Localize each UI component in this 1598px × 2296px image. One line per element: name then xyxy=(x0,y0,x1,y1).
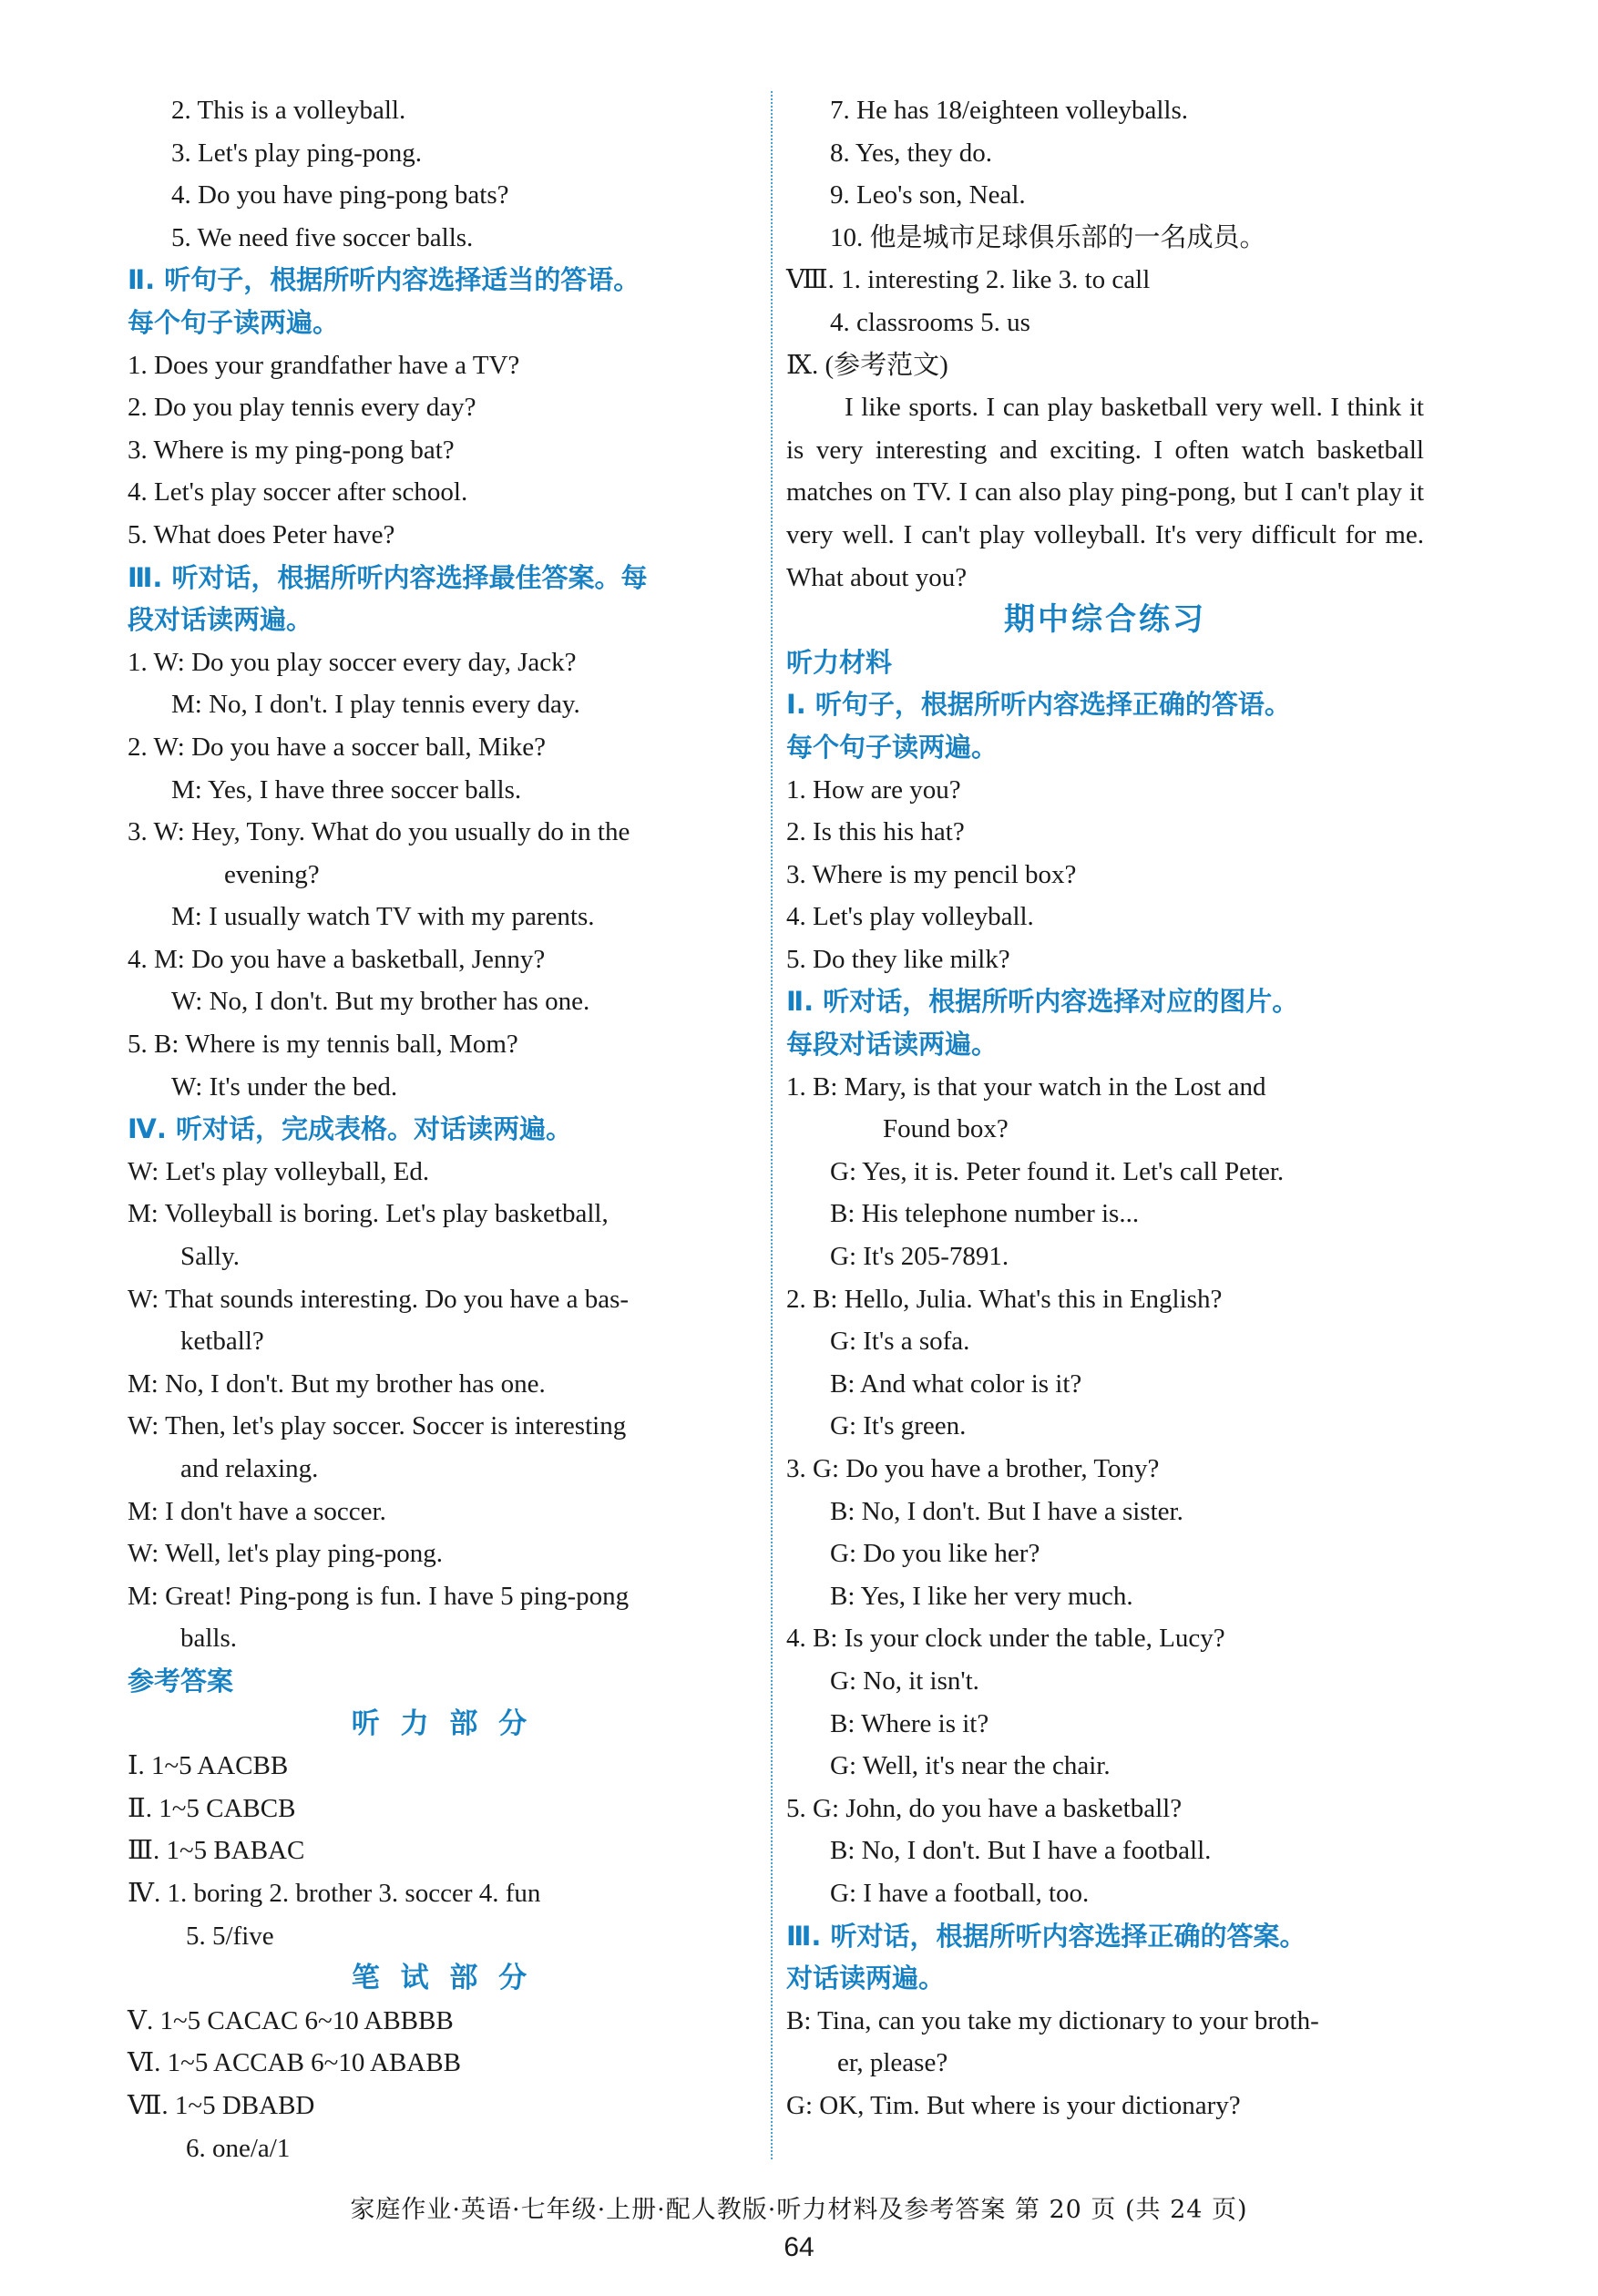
dialogue-line: B: Yes, I like her very much. xyxy=(830,1581,1133,1611)
answer-line: Ⅰ. 1~5 AACBB xyxy=(128,1751,289,1781)
essay-label: Ⅸ. (参考范文) xyxy=(786,350,948,380)
text-line: 3. Where is my ping-pong bat? xyxy=(128,435,455,465)
dialogue-line: 5. G: John, do you have a basketball? xyxy=(786,1793,1183,1823)
dialogue-line: G: Do you like her? xyxy=(830,1539,1040,1569)
dialogue-line: G: It's a sofa. xyxy=(830,1327,970,1357)
answer-line: Ⅴ. 1~5 CACAC 6~10 ABBBB xyxy=(128,2005,454,2035)
dialogue-line: G: It's 205-7891. xyxy=(830,1242,1009,1272)
dialogue-line: M: No, I don't. I play tennis every day. xyxy=(171,690,580,720)
dialogue-line: M: I don't have a soccer. xyxy=(128,1496,386,1526)
answer-line: Ⅱ. 1~5 CABCB xyxy=(128,1793,296,1823)
dialogue-line: Found box? xyxy=(883,1114,1009,1144)
section-heading: Ⅱ. 听对话，根据所听内容选择对应的图片。 xyxy=(786,986,1299,1018)
answer-line: Ⅵ. 1~5 ACCAB 6~10 ABABB xyxy=(128,2048,461,2078)
text-line: 5. Do they like milk? xyxy=(786,944,1010,974)
dialogue-line: G: It's green. xyxy=(830,1411,967,1441)
section-heading: 对话读两遍。 xyxy=(786,1963,946,1994)
dialogue-line: Sally. xyxy=(180,1242,240,1272)
section-heading: 段对话读两遍。 xyxy=(128,604,313,636)
written-part-heading: 笔 试 部 分 xyxy=(351,1962,533,1995)
dialogue-line: G: Well, it's near the chair. xyxy=(830,1751,1111,1781)
listening-part-heading: 听 力 部 分 xyxy=(351,1707,533,1740)
dialogue-line: balls. xyxy=(180,1624,238,1654)
dialogue-line: 1. W: Do you play soccer every day, Jack? xyxy=(128,647,577,677)
dialogue-line: M: Yes, I have three soccer balls. xyxy=(171,774,522,805)
text-line: 3. Let's play ping-pong. xyxy=(171,138,423,168)
dialogue-line: B: His telephone number is... xyxy=(830,1199,1140,1229)
dialogue-line: ketball? xyxy=(180,1327,264,1357)
midterm-title: 期中综合练习 xyxy=(1004,601,1206,639)
answer-line: Ⅲ. 1~5 BABAC xyxy=(128,1836,305,1866)
text-line: 5. What does Peter have? xyxy=(128,519,395,549)
section-heading: 每个句子读两遍。 xyxy=(128,306,340,338)
answer-line: Ⅷ. 1. interesting 2. like 3. to call xyxy=(786,265,1151,295)
answer-line: 4. classrooms 5. us xyxy=(830,307,1030,337)
dialogue-line: W: Then, let's play soccer. Soccer is interesting xyxy=(128,1411,627,1441)
listening-materials-label: 听力材料 xyxy=(786,646,893,678)
answer-line: Ⅶ. 1~5 DBABD xyxy=(128,2090,315,2120)
section-heading: 每段对话读两遍。 xyxy=(786,1029,999,1061)
answer-line: 8. Yes, they do. xyxy=(830,138,993,168)
dialogue-line: W: Let's play volleyball, Ed. xyxy=(128,1156,430,1186)
dialogue-line: 3. G: Do you have a brother, Tony? xyxy=(786,1454,1160,1483)
right-column xyxy=(786,89,1424,2127)
dialogue-line: M: No, I don't. But my brother has one. xyxy=(128,1368,546,1399)
dialogue-line: B: Where is it? xyxy=(830,1708,989,1738)
text-line: 2. Do you play tennis every day? xyxy=(128,393,476,423)
dialogue-line: M: Great! Ping-pong is fun. I have 5 ping-pong xyxy=(128,1581,630,1611)
answer-line: Ⅳ. 1. boring 2. brother 3. soccer 4. fun xyxy=(128,1878,541,1908)
section-heading: Ⅰ. 听句子，根据所听内容选择正确的答语。 xyxy=(786,689,1291,721)
dialogue-line: G: No, it isn't. xyxy=(830,1666,979,1696)
dialogue-line: B: No, I don't. But I have a sister. xyxy=(830,1496,1183,1526)
dialogue-line: M: I usually watch TV with my parents. xyxy=(171,902,595,932)
dialogue-line: G: Yes, it is. Peter found it. Let's call Peter. xyxy=(830,1156,1285,1186)
dialogue-line: M: Volleyball is boring. Let's play basketball, xyxy=(128,1199,609,1229)
text-line: 1. How are you? xyxy=(786,774,961,805)
page-footer: 家庭作业·英语·七年级·上册·配人教版·听力材料及参考答案 第 20 页 (共 24 页) xyxy=(350,2196,1248,2224)
dialogue-line: B: Tina, can you take my dictionary to your broth- xyxy=(786,2005,1319,2035)
section-heading: Ⅳ. 听对话，完成表格。对话读两遍。 xyxy=(128,1113,572,1145)
dialogue-line: W: No, I don't. But my brother has one. xyxy=(171,987,590,1017)
section-heading: 每个句子读两遍。 xyxy=(786,731,999,763)
text-line: 2. This is a volleyball. xyxy=(171,96,406,125)
text-line: 1. Does your grandfather have a TV? xyxy=(128,350,520,380)
dialogue-line: 2. B: Hello, Julia. What's this in English? xyxy=(786,1284,1223,1314)
dialogue-line: er, please? xyxy=(837,2048,948,2078)
answer-line: 5. 5/five xyxy=(186,1921,274,1951)
dialogue-line: G: I have a football, too. xyxy=(830,1878,1090,1908)
answer-line: 9. Leo's son, Neal. xyxy=(830,180,1026,210)
text-line: 2. Is this his hat? xyxy=(786,817,965,847)
dialogue-line: W: That sounds interesting. Do you have a bas- xyxy=(128,1284,630,1314)
dialogue-line: 5. B: Where is my tennis ball, Mom? xyxy=(128,1030,518,1060)
answer-line: 7. He has 18/eighteen volleyballs. xyxy=(830,96,1189,125)
column-divider xyxy=(771,91,773,2159)
text-line: 5. We need five soccer balls. xyxy=(171,222,474,252)
dialogue-line: B: No, I don't. But I have a football. xyxy=(830,1836,1212,1866)
text-line: 3. Where is my pencil box? xyxy=(786,859,1077,889)
answer-line: 6. one/a/1 xyxy=(186,2133,291,2163)
text-line: 4. Let's play soccer after school. xyxy=(128,477,468,507)
section-heading: Ⅱ. 听句子，根据所听内容选择适当的答语。 xyxy=(128,264,640,296)
dialogue-line: and relaxing. xyxy=(180,1454,319,1483)
dialogue-line: 4. M: Do you have a basketball, Jenny? xyxy=(128,944,546,974)
dialogue-line: 4. B: Is your clock under the table, Lucy? xyxy=(786,1624,1225,1654)
sample-essay: I like sports. I can play basketball very well. I think it is very interesting and exciting. I often watch basketball matches on TV. I can also play ping-pong, but I can't play it very well. I can't play volleyball. It's very difficult for me. What about you? xyxy=(786,393,1424,592)
dialogue-line: 2. W: Do you have a soccer ball, Mike? xyxy=(128,732,547,762)
dialogue-line: W: Well, let's play ping-pong. xyxy=(128,1539,444,1569)
left-column xyxy=(128,89,756,2169)
dialogue-line: G: OK, Tim. But where is your dictionary? xyxy=(786,2090,1241,2120)
answer-line: 10. 他是城市足球俱乐部的一名成员。 xyxy=(830,222,1266,252)
dialogue-line: B: And what color is it? xyxy=(830,1368,1082,1399)
text-line: 4. Do you have ping-pong bats? xyxy=(171,180,509,210)
dialogue-line: evening? xyxy=(224,859,320,889)
text-line: 4. Let's play volleyball. xyxy=(786,902,1034,932)
section-heading: Ⅲ. 听对话，根据所听内容选择正确的答案。 xyxy=(786,1920,1306,1952)
dialogue-line: W: It's under the bed. xyxy=(171,1071,398,1102)
answers-label: 参考答案 xyxy=(128,1665,234,1696)
section-heading: Ⅲ. 听对话，根据所听内容选择最佳答案。每 xyxy=(128,561,648,593)
dialogue-line: 3. W: Hey, Tony. What do you usually do in the xyxy=(128,817,630,847)
dialogue-line: 1. B: Mary, is that your watch in the Lost and xyxy=(786,1071,1266,1102)
page-number: 64 xyxy=(784,2232,814,2262)
